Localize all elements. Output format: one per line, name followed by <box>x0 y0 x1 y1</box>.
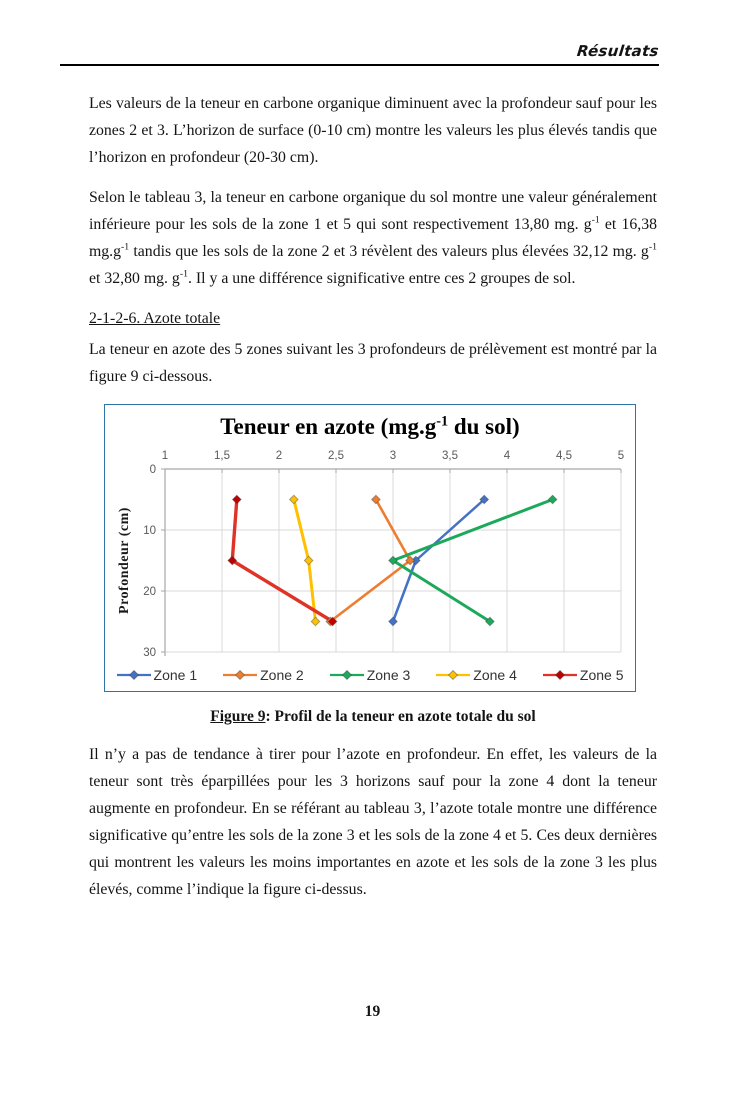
running-head: Résultats <box>576 42 660 60</box>
svg-text:1,5: 1,5 <box>214 450 230 462</box>
legend-item-zone-4 <box>436 667 517 683</box>
legend-label: Zone 1 <box>153 667 198 683</box>
svg-text:Profondeur (cm): Profondeur (cm) <box>117 507 132 614</box>
legend-label: Zone 5 <box>579 667 624 683</box>
chart-legend <box>105 667 635 683</box>
svg-text:20: 20 <box>143 586 156 598</box>
paragraph-carbon-trend: Les valeurs de la teneur en carbone organique diminuent avec la profondeur sauf pour les zones 2 et 3. L’horizon de surface (0-10 cm) montre les valeurs les plus élevés tandis que l’horizon en profondeur (20-30 cm). <box>89 95 657 166</box>
legend-swatch-icon <box>330 669 364 681</box>
svg-text:10: 10 <box>143 525 156 537</box>
legend-item-zone-3 <box>330 667 411 683</box>
legend-item-zone-2 <box>223 667 304 683</box>
chart-title: Teneur en azote ($mg.g^{-1}$ du sol) <box>220 413 520 439</box>
svg-text:0: 0 <box>149 464 156 476</box>
legend-swatch-icon <box>436 669 470 681</box>
legend-label: Zone 2 <box>260 667 304 683</box>
paragraph-figure-intro: La teneur en azote des 5 zones suivant les 3 profondeurs de prélèvement est montré par la figure 9 ci-dessous. <box>89 341 657 385</box>
legend-item-zone-5 <box>543 667 624 683</box>
svg-text:30: 30 <box>143 647 156 659</box>
svg-text:2,5: 2,5 <box>328 450 344 462</box>
legend-swatch-icon <box>223 669 257 681</box>
svg-text:3: 3 <box>389 450 397 462</box>
svg-text:1: 1 <box>161 450 169 462</box>
figure-caption-label: Figure 9 <box>210 708 266 725</box>
svg-text:2: 2 <box>275 450 283 462</box>
figure-9-chart-frame <box>104 404 636 692</box>
legend-swatch-icon <box>543 669 577 681</box>
document-page <box>0 42 745 1020</box>
legend-label: Zone 3 <box>366 667 411 683</box>
svg-text:5: 5 <box>617 450 625 462</box>
legend-swatch-icon <box>117 669 151 681</box>
paragraph-discussion: Il n’y a pas de tendance à tirer pour l’azote en profondeur. En effet, les valeurs de la teneur sont très éparpillées pour les 3 horizons sauf pour la zone 4 dont la teneur augmente en profondeur. En se référant au tableau 3, l’azote totale montre une différence significative qu’entre les sols de la zone 3 et les sols de la zone 4 et 5. Ces deux dernières qui montrent les valeurs les moins importantes en azote et les sols de la zone 3 les plus élevés, comme l’indique la figure ci-dessus. <box>89 746 657 898</box>
figure-caption-text: : Profil de la teneur en azote totale du sol <box>265 708 536 725</box>
svg-text:4: 4 <box>503 450 511 462</box>
figure-caption <box>89 708 657 726</box>
nitrogen-depth-line-chart <box>106 445 634 659</box>
legend-label: Zone 4 <box>473 667 517 683</box>
page-header <box>60 42 659 66</box>
paragraph-carbon-values: Selon le tableau 3, la teneur en carbone organique du sol montre une valeur généralement inférieure pour les sols de la zone 1 et 5 qui sont respectivement 13,80 mg. $g^{-1}$ et 16,38 $mg.g^{-1}$ tandis que les sols de la zone 2 et 3 révèlent des valeurs plus élevées 32,12 mg. $g^{-1}$ et 32,80 mg. $g^{-1}$. Il y a une différence significative entre ces 2 groupes de sol. <box>89 189 657 287</box>
section-heading: 2-1-2-6. Azote totale <box>89 310 221 327</box>
page-content <box>89 90 657 903</box>
legend-item-zone-1 <box>117 667 198 683</box>
svg-text:3,5: 3,5 <box>442 450 458 462</box>
page-number: 19 <box>364 1003 381 1020</box>
svg-text:4,5: 4,5 <box>556 450 572 462</box>
